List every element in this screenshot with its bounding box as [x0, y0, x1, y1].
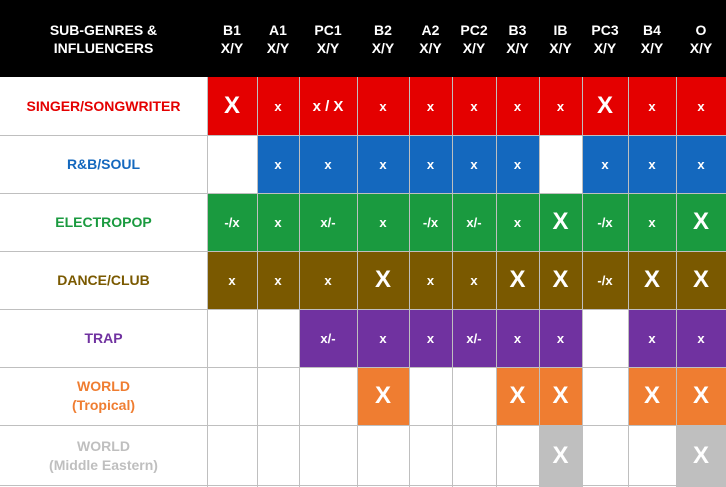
influence-cell — [452, 251, 496, 309]
influence-cell — [452, 425, 496, 487]
column-subheader: X/Y — [220, 39, 244, 56]
influence-cell — [452, 367, 496, 425]
influence-mark: -/x — [422, 214, 439, 230]
influence-cell — [409, 193, 452, 251]
influence-mark: x — [648, 214, 656, 230]
influence-cell — [676, 309, 726, 367]
influence-cell — [676, 77, 726, 135]
influence-cell — [299, 367, 357, 425]
row-label-line: WORLD — [77, 378, 130, 394]
influence-cell — [257, 425, 299, 487]
influence-cell — [676, 135, 726, 193]
column-code: A2 — [421, 21, 440, 38]
grid-line — [0, 485, 726, 486]
influence-mark: x — [648, 98, 656, 114]
column-subheader: X/Y — [640, 39, 664, 56]
influence-cell — [496, 425, 539, 487]
influence-cell — [357, 77, 409, 135]
column-code: IB — [553, 21, 568, 38]
influence-mark: x/- — [320, 330, 336, 346]
influence-mark: x — [697, 330, 705, 346]
influence-mark: x — [324, 272, 332, 288]
grid-line — [0, 425, 726, 426]
grid-line — [0, 193, 726, 194]
influence-cell — [496, 367, 539, 425]
row-label — [0, 193, 207, 251]
influence-cell — [628, 135, 676, 193]
column-header-pc3 — [582, 0, 628, 77]
column-subheader: X/Y — [371, 39, 395, 56]
influence-cell — [452, 77, 496, 135]
influence-mark: x — [274, 272, 282, 288]
influence-mark: x — [513, 156, 522, 172]
influence-mark: -/x — [224, 214, 240, 230]
influence-mark: x — [697, 98, 705, 114]
influence-cell — [299, 193, 357, 251]
influence-mark: X — [552, 382, 569, 409]
influence-mark: x — [379, 156, 387, 172]
column-subheader: X/Y — [316, 39, 340, 56]
influence-cell — [628, 251, 676, 309]
influence-mark: X — [643, 266, 660, 293]
influence-cell — [539, 77, 582, 135]
influence-mark: x — [513, 330, 522, 346]
influence-cell — [207, 309, 257, 367]
row-label — [0, 309, 207, 367]
column-header-b3 — [496, 0, 539, 77]
influence-mark: x — [648, 330, 656, 346]
influence-cell — [582, 309, 628, 367]
row-label-line: (Middle Eastern) — [49, 457, 158, 473]
influence-mark: x — [601, 156, 609, 172]
influence-cell — [409, 425, 452, 487]
influence-mark: x — [697, 156, 705, 172]
influence-mark: x — [426, 272, 435, 288]
influence-mark: x — [470, 272, 478, 288]
influence-mark: x/- — [320, 214, 336, 230]
column-header-b2 — [357, 0, 409, 77]
influence-cell — [207, 251, 257, 309]
influence-mark: x — [513, 214, 522, 230]
influence-mark: x — [228, 272, 236, 288]
influence-cell — [409, 77, 452, 135]
influence-cell — [582, 425, 628, 487]
row-label-line: ELECTROPOP — [55, 213, 152, 230]
influence-cell — [409, 135, 452, 193]
column-code: B3 — [508, 21, 527, 38]
corner-header-line: INFLUENCERS — [53, 39, 154, 56]
influence-cell — [357, 135, 409, 193]
influence-mark: x — [470, 98, 478, 114]
influence-cell — [496, 77, 539, 135]
influence-cell — [257, 135, 299, 193]
influence-cell — [299, 425, 357, 487]
influence-cell — [452, 193, 496, 251]
column-code: B2 — [374, 21, 392, 38]
influence-mark: X — [552, 208, 569, 235]
influence-cell — [257, 251, 299, 309]
influence-mark: X — [692, 266, 709, 293]
column-subheader: X/Y — [506, 39, 529, 56]
column-header-b4 — [628, 0, 676, 77]
row-label — [0, 367, 207, 425]
influence-mark: x — [426, 156, 435, 172]
column-subheader: X/Y — [266, 39, 290, 56]
influence-mark: x / X — [312, 97, 344, 115]
column-subheader: X/Y — [593, 39, 617, 56]
influence-cell — [539, 193, 582, 251]
influence-mark: x — [648, 156, 656, 172]
row-label-line: R&B/SOUL — [66, 155, 141, 172]
row-label-line: SINGER/SONGWRITER — [26, 97, 181, 114]
influence-mark: X — [552, 442, 569, 469]
influence-cell — [628, 309, 676, 367]
row-label-line: (Tropical) — [71, 397, 135, 413]
column-header-o — [676, 0, 726, 77]
influence-cell — [628, 77, 676, 135]
influence-mark: X — [509, 382, 526, 409]
influence-cell — [582, 193, 628, 251]
column-subheader: X/Y — [419, 39, 442, 56]
influence-cell — [539, 309, 582, 367]
influence-mark: x/- — [466, 214, 482, 230]
influence-cell — [207, 193, 257, 251]
influence-cell — [207, 135, 257, 193]
influence-cell — [207, 367, 257, 425]
column-code: A1 — [269, 21, 287, 38]
influence-cell — [539, 251, 582, 309]
influence-cell — [207, 425, 257, 487]
influence-mark: X — [643, 382, 660, 409]
column-code: PC3 — [591, 21, 619, 38]
column-code: PC1 — [314, 21, 342, 38]
influence-cell — [257, 77, 299, 135]
row-label-line: WORLD — [77, 438, 130, 454]
influence-cell — [496, 251, 539, 309]
row-label — [0, 77, 207, 135]
row-label-line: DANCE/CLUB — [57, 271, 150, 288]
influence-mark: x — [379, 214, 387, 230]
influence-mark: x — [556, 330, 565, 346]
influence-mark: x — [513, 98, 522, 114]
influence-cell — [539, 367, 582, 425]
influence-cell — [357, 425, 409, 487]
influence-cell — [299, 309, 357, 367]
influence-cell — [257, 193, 299, 251]
row-label — [0, 135, 207, 193]
influence-cell — [628, 367, 676, 425]
influence-cell — [357, 309, 409, 367]
influence-mark: X — [552, 266, 569, 293]
influence-mark: x — [379, 98, 387, 114]
influence-cell — [409, 367, 452, 425]
column-header-pc1 — [299, 0, 357, 77]
grid-line — [0, 309, 726, 310]
influence-cell — [357, 251, 409, 309]
influence-cell — [207, 77, 257, 135]
column-code: B4 — [643, 21, 661, 38]
row-label-line: TRAP — [84, 329, 123, 346]
influence-mark: X — [374, 266, 391, 293]
corner-header — [0, 0, 207, 77]
influence-cell — [257, 367, 299, 425]
influence-cell — [582, 367, 628, 425]
influence-cell — [676, 251, 726, 309]
influence-cell — [496, 309, 539, 367]
corner-header-line: SUB-GENRES & — [49, 21, 158, 38]
influence-mark: X — [692, 442, 709, 469]
influence-mark: x — [274, 98, 282, 114]
influence-cell — [676, 367, 726, 425]
influence-cell — [582, 251, 628, 309]
influence-cell — [582, 77, 628, 135]
influence-cell — [496, 193, 539, 251]
influence-mark: X — [596, 92, 613, 119]
influence-cell — [299, 77, 357, 135]
influence-cell — [676, 193, 726, 251]
grid-line — [0, 367, 726, 368]
influence-mark: x — [274, 214, 282, 230]
influence-cell — [299, 251, 357, 309]
column-header-pc2 — [452, 0, 496, 77]
influence-mark: x — [426, 330, 435, 346]
row-label — [0, 425, 207, 487]
influence-cell — [409, 309, 452, 367]
column-code: B1 — [223, 21, 241, 38]
influence-cell — [357, 193, 409, 251]
influence-cell — [628, 425, 676, 487]
column-header-b1 — [207, 0, 257, 77]
influence-mark: x/- — [466, 330, 482, 346]
influence-mark: X — [692, 208, 709, 235]
influence-mark: x — [274, 156, 282, 172]
influence-cell — [539, 135, 582, 193]
influence-cell — [496, 135, 539, 193]
influence-mark: X — [692, 382, 709, 409]
influence-mark: X — [374, 382, 391, 409]
column-header-ib — [539, 0, 582, 77]
influence-cell — [539, 425, 582, 487]
influence-mark: x — [379, 330, 387, 346]
influence-mark: x — [470, 156, 478, 172]
influence-mark: x — [556, 98, 565, 114]
influence-mark: x — [426, 98, 435, 114]
column-code: O — [695, 21, 707, 38]
influence-cell — [676, 425, 726, 487]
column-subheader: X/Y — [462, 39, 486, 56]
row-label — [0, 251, 207, 309]
grid-line — [0, 135, 726, 136]
influence-mark: X — [509, 266, 526, 293]
influence-cell — [628, 193, 676, 251]
column-header-a2 — [409, 0, 452, 77]
column-header-a1 — [257, 0, 299, 77]
influence-cell — [357, 367, 409, 425]
influence-cell — [299, 135, 357, 193]
influence-cell — [409, 251, 452, 309]
influence-mark: -/x — [597, 272, 613, 288]
column-subheader: X/Y — [689, 39, 713, 56]
influence-mark: -/x — [597, 214, 613, 230]
influence-cell — [452, 135, 496, 193]
influence-cell — [257, 309, 299, 367]
column-subheader: X/Y — [549, 39, 572, 56]
influence-mark: x — [324, 156, 332, 172]
influence-cell — [582, 135, 628, 193]
influence-mark: X — [223, 92, 240, 119]
column-code: PC2 — [460, 21, 488, 38]
grid-line — [0, 251, 726, 252]
influence-cell — [452, 309, 496, 367]
